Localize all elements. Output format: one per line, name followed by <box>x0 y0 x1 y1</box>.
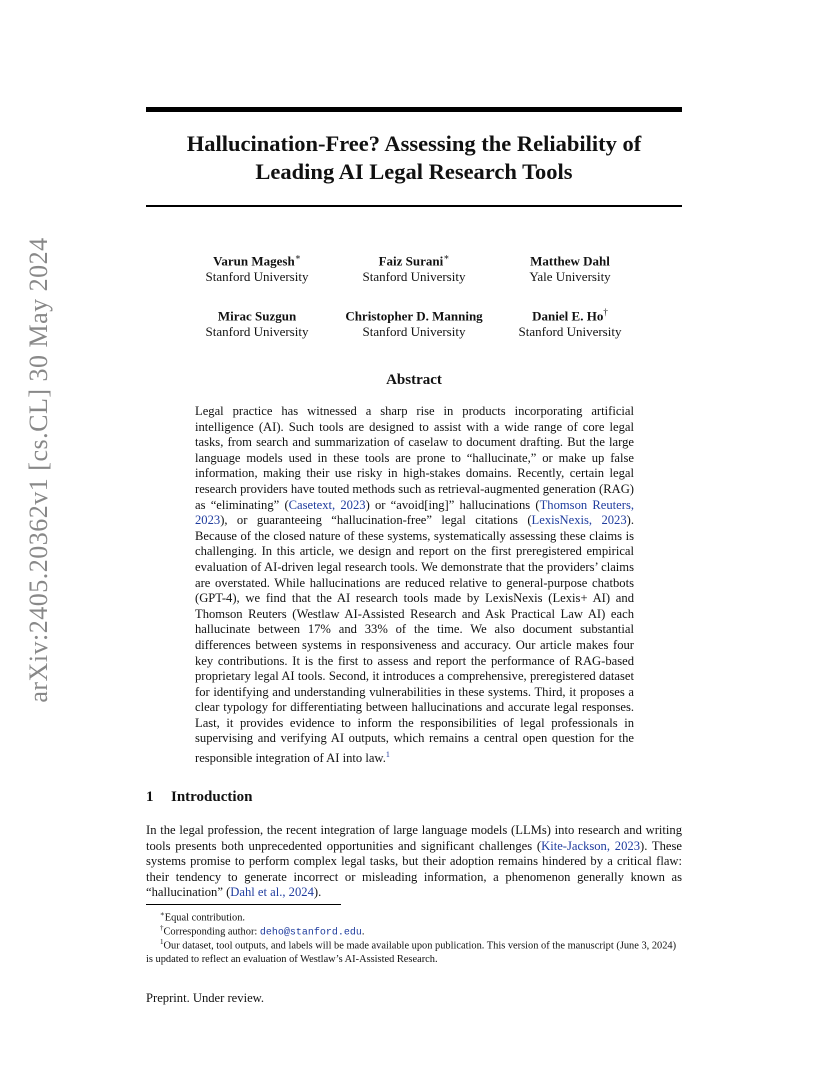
author-affiliation: Stanford University <box>205 269 309 285</box>
footnote-mark: † <box>160 924 164 932</box>
author-block <box>480 304 660 340</box>
abstract-text: ) or “avoid[ing]” hallucinations ( <box>365 497 540 512</box>
footnote-link[interactable]: 1 <box>385 750 390 760</box>
abstract-text: ), or guaranteeing “hallucination-free” legal citations ( <box>220 513 532 528</box>
email-link[interactable]: deho@stanford.edu <box>259 927 362 939</box>
intro-text: ). These systems promise to perform complex legal tasks, but their adoption remains hindered by a critical flaw: their tendency to generate incorrect or misleading information, a phenomenon generally known as “hallucination” ( <box>146 838 682 900</box>
author-mark: ∗ <box>443 252 450 262</box>
author-affiliation: Stanford University <box>518 324 622 340</box>
author-name: Daniel E. Ho <box>532 308 604 324</box>
author-block <box>324 249 504 285</box>
title-top-rule <box>146 107 682 112</box>
arxiv-stamp <box>22 237 56 703</box>
title-line-2: Leading AI Legal Research Tools <box>255 159 573 184</box>
citation-link[interactable]: Thomson Reuters, 2023 <box>195 497 634 528</box>
author-name: Faiz Surani <box>378 253 444 269</box>
title-line-1: Hallucination-Free? Assessing the Reliability of <box>186 131 642 156</box>
author-mark: † <box>603 307 608 317</box>
author-name: Matthew Dahl <box>530 253 610 269</box>
footnote-mark: ∗ <box>160 910 165 918</box>
footnote <box>146 936 682 966</box>
citation-link[interactable]: Dahl et al., 2024 <box>230 885 314 900</box>
author-block <box>167 249 347 285</box>
section-number: 1 <box>146 789 154 805</box>
arxiv-identifier: arXiv:2405.20362v1 [cs.CL] 30 May 2024 <box>24 237 53 703</box>
footnote-mark: 1 <box>160 938 164 946</box>
footnote-text: Corresponding author: <box>163 926 260 938</box>
intro-paragraph <box>146 823 682 901</box>
author-affiliation: Stanford University <box>362 324 466 340</box>
paper-title <box>146 130 682 186</box>
abstract-body <box>195 404 634 767</box>
author-name: Varun Magesh <box>213 253 295 269</box>
citation-link[interactable]: Casetext, 2023 <box>288 497 366 512</box>
author-affiliation: Stanford University <box>205 324 309 340</box>
section-title: Introduction <box>171 789 253 805</box>
abstract-text: Legal practice has witnessed a sharp rise in products incorporating artificial intelligence (AI). Such tools are designed to assist with a wide range of core legal tasks, from search and summarization of caselaw to document drafting. But the large language models used in these tools are prone to “hallucinate,” or make up false information, making their use risky in high-stakes domains. Recently, certain legal research providers have touted methods such as retrieval-augmented generation (RAG) as “eliminating” ( <box>195 404 634 512</box>
abstract-text: ). Because of the closed nature of these systems, systematically assessing these claims is challenging. In this article, we design and report on the first preregistered empirical evaluation of AI-driven legal research tools. We demonstrate that the providers’ claims are overstated. While hallucinations are reduced relative to general-purpose chatbots (GPT-4), we find that the AI research tools made by LexisNexis (Lexis+ AI) and Thomson Reuters (Westlaw AI-Assisted Research and Ask Practical Law AI) each hallucinate between 17% and 33% of the time. We also document substantial differences between systems in responsiveness and accuracy. Our article makes four key contributions. It is the first to assess and report the performance of RAG-based proprietary legal AI tools. Second, it introduces a comprehensive, preregistered dataset for identifying and understanding vulnerabilities in these systems. Third, it proposes a clear typology for differentiating between hallucinations and accurate legal responses. Last, it provides evidence to inform the responsibilities of legal professionals in supervising and verifying AI outputs, which remains a central open question for the responsible integration of AI into law. <box>195 513 634 766</box>
intro-text: ). <box>313 885 322 900</box>
author-name: Christopher D. Manning <box>345 308 483 324</box>
footnote-text: Equal contribution. <box>164 912 245 924</box>
intro-text: In the legal profession, the recent integration of large language models (LLMs) into research and writing tools presents both unprecedented opportunities and significant challenges ( <box>146 823 682 853</box>
footer-note: Preprint. Under review. <box>146 991 265 1005</box>
footnote-rule <box>146 904 341 905</box>
author-affiliation: Yale University <box>529 269 611 285</box>
author-affiliation: Stanford University <box>362 269 466 285</box>
footnote-text: . <box>361 926 365 938</box>
author-block <box>167 304 347 340</box>
title-bottom-rule <box>146 205 682 207</box>
citation-link[interactable]: Kite-Jackson, 2023 <box>541 838 640 853</box>
author-block <box>324 304 504 340</box>
citation-link[interactable]: LexisNexis, 2023 <box>531 513 627 528</box>
author-block <box>480 249 660 285</box>
footnote-text: Our dataset, tool outputs, and labels will be made available upon publication. This version of the manuscript (June 3, 2024) is updated to reflect an evaluation of Westlaw’s AI-Assisted Research. <box>146 940 677 965</box>
section-heading <box>146 789 252 806</box>
author-name: Mirac Suzgun <box>217 308 297 324</box>
author-mark: ∗ <box>294 252 301 262</box>
abstract-heading: Abstract <box>386 372 442 388</box>
